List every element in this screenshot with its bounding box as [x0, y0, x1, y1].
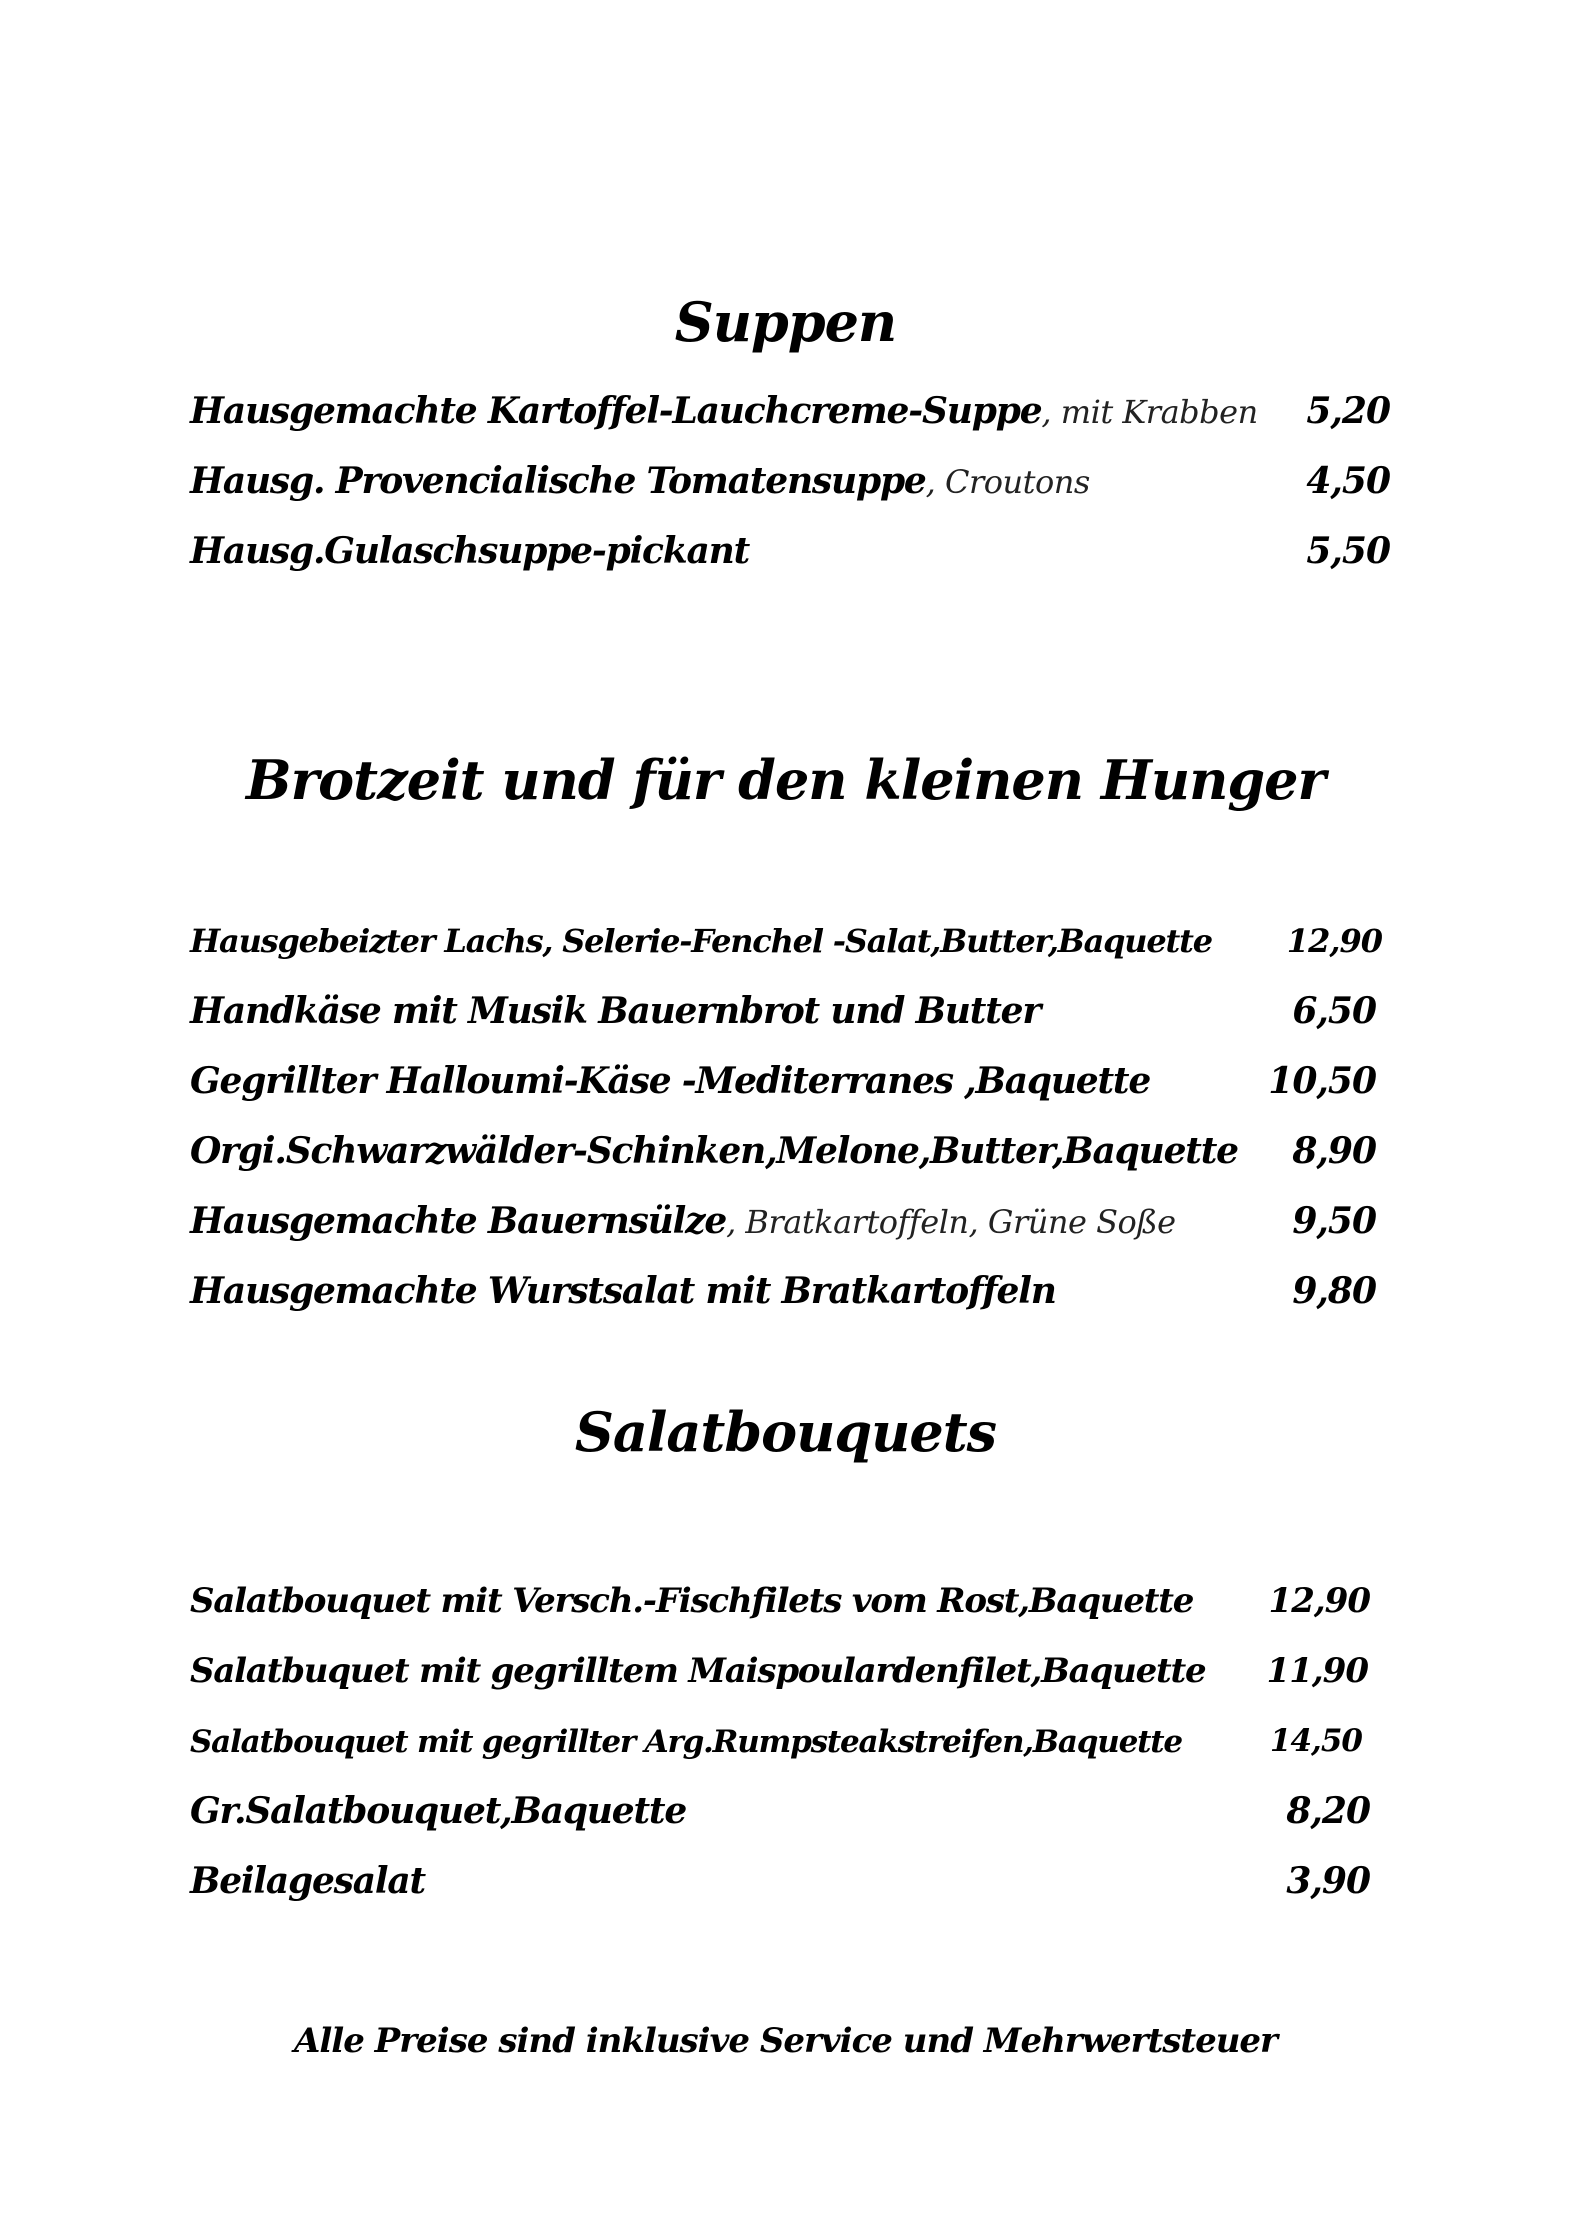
- item-name: Beilagesalat: [190, 1860, 425, 1902]
- menu-item: [190, 916, 1382, 966]
- price-note-footer: Alle Preise sind inklusive Service und Mehrwertsteuer: [294, 2021, 1277, 2061]
- item-price: 6,50: [1292, 990, 1376, 1032]
- item-name: Hausgemachte Bauernsülze: [190, 1200, 727, 1242]
- menu-item: [190, 1856, 1370, 1906]
- menu-item: [190, 526, 1390, 576]
- section-title-suppen: Suppen: [674, 290, 897, 354]
- menu-item: [190, 1056, 1376, 1106]
- item-extra: , Bratkartoffeln, Grüne Soße: [726, 1203, 1176, 1241]
- item-name: Gegrillter Halloumi-Käse -Mediterranes ,Baquette: [190, 1060, 1151, 1102]
- item-extra: , mit Krabben: [1041, 393, 1258, 431]
- item-price: 12,90: [1286, 922, 1382, 960]
- item-name: Hausg. Provencialische Tomatensuppe: [190, 460, 926, 502]
- item-price: 10,50: [1268, 1060, 1376, 1102]
- item-price: 12,90: [1268, 1581, 1370, 1621]
- item-name: Hausgemachte Wurstsalat mit Bratkartoffeln: [190, 1270, 1056, 1312]
- item-extra: , Croutons: [925, 463, 1090, 501]
- item-price: 8,20: [1286, 1790, 1370, 1832]
- item-price: 5,50: [1306, 530, 1390, 572]
- item-name: Salatbuquet mit gegrilltem Maispoulardenfilet,Baquette: [190, 1651, 1206, 1691]
- item-name: Salatbouquet mit gegrillter Arg.Rumpsteakstreifen,Baquette: [190, 1724, 1182, 1760]
- menu-item: [190, 986, 1376, 1036]
- item-price: 11,90: [1266, 1651, 1368, 1691]
- section-title-salatbouquets: Salatbouquets: [574, 1400, 997, 1464]
- item-price: 5,20: [1306, 390, 1390, 432]
- menu-item: [190, 1646, 1368, 1696]
- menu-item: [190, 1786, 1370, 1836]
- item-price: 4,50: [1306, 460, 1390, 502]
- menu-item: [190, 1266, 1376, 1316]
- section-title-brotzeit: Brotzeit und für den kleinen Hunger: [246, 748, 1325, 812]
- item-price: 8,90: [1292, 1130, 1376, 1172]
- item-name: Salatbouquet mit Versch.-Fischfilets vom Rost,Baquette: [190, 1581, 1194, 1621]
- item-name: Hausgemachte Kartoffel-Lauchcreme-Suppe: [190, 390, 1042, 432]
- item-name: Handkäse mit Musik Bauernbrot und Butter: [190, 990, 1041, 1032]
- menu-item: [190, 1126, 1376, 1176]
- item-name: Gr.Salatbouquet,Baquette: [190, 1790, 687, 1832]
- menu-item: [190, 1196, 1376, 1246]
- item-name: Orgi.Schwarzwälder-Schinken,Melone,Butter,Baquette: [190, 1130, 1238, 1172]
- item-price: 3,90: [1286, 1860, 1370, 1902]
- item-name: Hausg.Gulaschsuppe-pickant: [190, 530, 750, 572]
- menu-item: [190, 1716, 1362, 1766]
- menu-item: [190, 456, 1390, 506]
- menu-item: [190, 1576, 1370, 1626]
- item-name: Hausgebeizter Lachs, Selerie-Fenchel -Salat,Butter,Baquette: [190, 922, 1212, 960]
- item-price: 9,50: [1292, 1200, 1376, 1242]
- item-price: 14,50: [1269, 1723, 1362, 1759]
- menu-item: [190, 386, 1390, 436]
- item-price: 9,80: [1292, 1270, 1376, 1312]
